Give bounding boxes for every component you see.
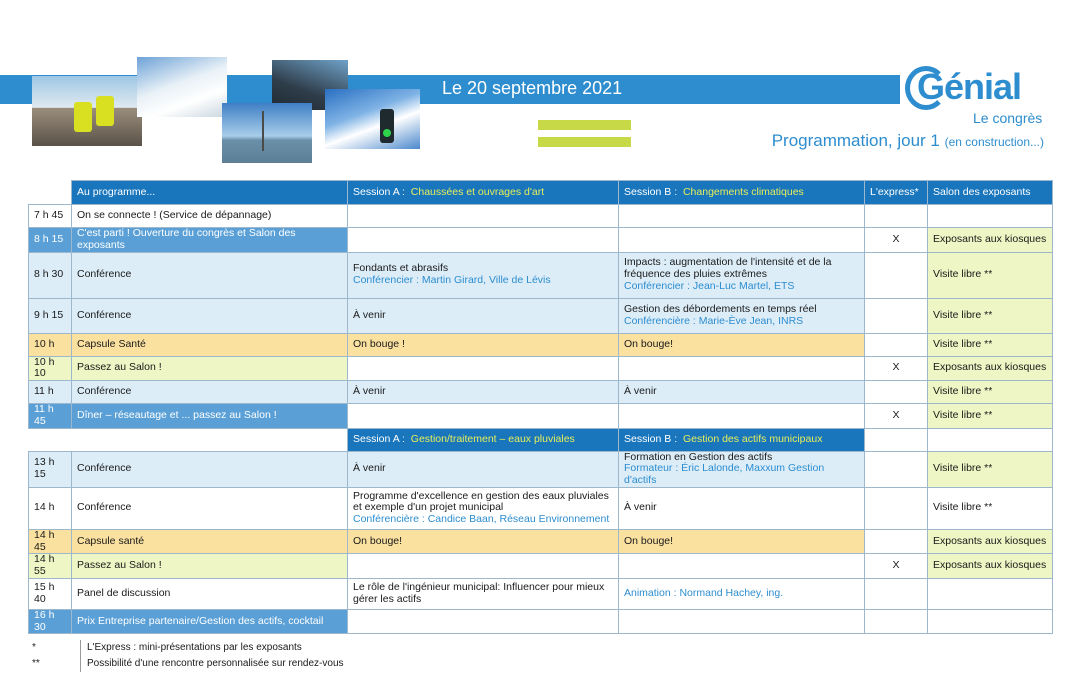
session-a-cell — [348, 451, 619, 487]
time-cell: 16 h 30 — [29, 609, 72, 634]
program-cell: Capsule Santé — [72, 333, 348, 356]
salon-cell: Visite libre ** — [928, 252, 1053, 298]
mid-header-session-b — [619, 428, 865, 451]
header-blank-cell — [29, 181, 72, 205]
accent-bar — [538, 120, 631, 130]
session-b-cell — [619, 252, 865, 298]
session-a-title: À venir — [353, 385, 386, 398]
mid-header-session-b-title: Gestion des actifs municipaux — [682, 432, 823, 445]
salon-cell — [928, 578, 1053, 609]
tree-figure — [262, 111, 264, 151]
session-a-title: À venir — [353, 462, 386, 475]
accent-bar — [538, 137, 631, 147]
photo-workers — [32, 76, 142, 146]
session-a-cell — [348, 298, 619, 333]
photo-traffic-light — [325, 89, 420, 149]
table-row — [29, 333, 1053, 356]
session-b-speaker: Animation : Normand Hachey, ing. — [624, 586, 784, 599]
express-cell — [865, 333, 928, 356]
table-row — [29, 404, 1053, 429]
salon-cell: Visite libre ** — [928, 487, 1053, 529]
session-a-cell — [348, 404, 619, 429]
header-express: L'express* — [865, 181, 928, 205]
time-cell: 7 h 45 — [29, 205, 72, 228]
session-a-cell — [348, 356, 619, 381]
session-b-title: On bouge! — [624, 337, 674, 350]
footnote-divider — [80, 640, 81, 656]
session-b-cell — [619, 404, 865, 429]
salon-cell — [928, 205, 1053, 228]
time-cell: 13 h 15 — [29, 451, 72, 487]
time-cell: 14 h — [29, 487, 72, 529]
photo-flooded-trees — [222, 103, 312, 163]
express-cell: X — [865, 228, 928, 253]
session-a-cell — [348, 381, 619, 404]
footnote — [32, 640, 344, 656]
table-row — [29, 451, 1053, 487]
express-cell — [865, 487, 928, 529]
program-cell: On se connecte ! (Service de dépannage) — [72, 205, 348, 228]
header-blank-cell — [29, 428, 72, 451]
table-row — [29, 252, 1053, 298]
session-b-speaker: Conférencier : Jean-Luc Martel, ETS — [624, 279, 795, 292]
salon-cell: Visite libre ** — [928, 381, 1053, 404]
program-title-text: Programmation, jour 1 — [771, 131, 940, 150]
time-cell: 9 h 15 — [29, 298, 72, 333]
session-a-cell — [348, 554, 619, 579]
session-b-cell — [619, 609, 865, 634]
mid-header-session-b-prefix: Session B : — [624, 432, 678, 445]
session-header-row — [29, 428, 1053, 451]
program-title — [772, 131, 1044, 151]
footnote-text: L'Express : mini-présentations par les exposants — [87, 642, 302, 653]
table-row — [29, 356, 1053, 381]
header-program: Au programme... — [72, 181, 348, 205]
express-cell — [865, 578, 928, 609]
salon-cell: Visite libre ** — [928, 298, 1053, 333]
header-session-a-title: Chaussées et ouvrages d'art — [410, 185, 545, 198]
program-cell: Dîner – réseautage et ... passez au Salon ! — [72, 404, 348, 429]
mid-header-session-a — [348, 428, 619, 451]
time-cell: 10 h 10 — [29, 356, 72, 381]
session-a-speaker: Conférencier : Martin Girard, Ville de Lévis — [353, 274, 551, 286]
session-b-cell — [619, 228, 865, 253]
mid-header-blank — [865, 428, 928, 451]
salon-cell — [928, 609, 1053, 634]
salon-cell: Visite libre ** — [928, 451, 1053, 487]
header-session-b-prefix: Session B : — [624, 185, 678, 198]
table-row — [29, 228, 1053, 253]
express-cell — [865, 381, 928, 404]
session-a-cell — [348, 228, 619, 253]
schedule-table — [28, 180, 1053, 634]
session-a-cell — [348, 333, 619, 356]
logo-subtitle: Le congrès — [973, 110, 1043, 126]
session-a-title: On bouge! — [353, 534, 403, 547]
time-cell: 10 h — [29, 333, 72, 356]
express-cell — [865, 252, 928, 298]
salon-cell: Exposants aux kiosques — [928, 529, 1053, 554]
worker-figure — [96, 96, 114, 126]
table-row — [29, 554, 1053, 579]
program-cell: C'est parti ! Ouverture du congrès et Salon des exposants — [72, 228, 348, 253]
time-cell: 14 h 45 — [29, 529, 72, 554]
mid-header-session-a-prefix: Session A : — [353, 432, 405, 445]
session-a-cell — [348, 205, 619, 228]
time-cell: 11 h 45 — [29, 404, 72, 429]
table-row — [29, 487, 1053, 529]
program-cell: Passez au Salon ! — [72, 356, 348, 381]
session-b-title: On bouge! — [624, 534, 674, 547]
traffic-light-icon — [380, 109, 394, 143]
table-row — [29, 381, 1053, 404]
footnote — [32, 656, 344, 672]
session-a-title: À venir — [353, 308, 386, 321]
program-cell: Capsule santé — [72, 529, 348, 554]
session-b-cell — [619, 554, 865, 579]
header-session-b — [619, 181, 865, 205]
salon-cell: Exposants aux kiosques — [928, 554, 1053, 579]
table-row — [29, 578, 1053, 609]
header-session-b-title: Changements climatiques — [682, 185, 804, 198]
express-cell: X — [865, 356, 928, 381]
header-session-a — [348, 181, 619, 205]
session-a-title: Fondants et abrasifs — [353, 262, 449, 275]
express-cell — [865, 609, 928, 634]
session-a-title: Programme d'excellence en gestion des eaux pluviales et exemple d'un projet municipal — [353, 489, 609, 514]
program-cell: Passez au Salon ! — [72, 554, 348, 579]
session-b-speaker: Conférencière : Marie-Ève Jean, INRS — [624, 314, 804, 327]
footnote-divider — [80, 656, 81, 672]
session-b-cell — [619, 451, 865, 487]
header-salon: Salon des exposants — [928, 181, 1053, 205]
session-b-cell — [619, 381, 865, 404]
footnote-text: Possibilité d'une rencontre personnalisée sur rendez-vous — [87, 658, 344, 669]
program-title-note: (en construction...) — [944, 135, 1044, 149]
session-a-title: Le rôle de l'ingénieur municipal: Influencer pour mieux gérer les actifs — [353, 581, 605, 605]
program-cell: Conférence — [72, 252, 348, 298]
session-a-cell — [348, 252, 619, 298]
express-cell — [865, 298, 928, 333]
session-b-cell — [619, 333, 865, 356]
genial-logo — [905, 62, 1045, 132]
session-b-cell — [619, 578, 865, 609]
time-cell: 11 h — [29, 381, 72, 404]
mid-header-blank — [928, 428, 1053, 451]
express-cell — [865, 205, 928, 228]
session-b-cell — [619, 356, 865, 381]
express-cell — [865, 529, 928, 554]
footnote-mark: * — [32, 642, 36, 653]
time-cell: 15 h 40 — [29, 578, 72, 609]
time-cell: 14 h 55 — [29, 554, 72, 579]
footnotes — [32, 640, 344, 672]
time-cell: 8 h 15 — [29, 228, 72, 253]
session-a-cell — [348, 487, 619, 529]
session-b-cell — [619, 487, 865, 529]
session-b-cell — [619, 529, 865, 554]
session-b-cell — [619, 205, 865, 228]
program-cell: Panel de discussion — [72, 578, 348, 609]
program-cell: Conférence — [72, 381, 348, 404]
program-cell: Conférence — [72, 487, 348, 529]
program-cell: Conférence — [72, 298, 348, 333]
session-a-cell — [348, 578, 619, 609]
table-row — [29, 298, 1053, 333]
header-blank-cell — [72, 428, 348, 451]
session-a-title: On bouge ! — [353, 337, 405, 350]
mid-header-session-a-title: Gestion/traitement – eaux pluviales — [410, 432, 575, 445]
session-b-title: Gestion des débordements en temps réel — [624, 302, 817, 315]
worker-figure — [74, 102, 92, 132]
session-a-speaker: Conférencière : Candice Baan, Réseau Environnement — [353, 513, 610, 526]
event-date: Le 20 septembre 2021 — [442, 78, 623, 98]
logo-text: Génial — [917, 66, 1022, 107]
salon-cell: Visite libre ** — [928, 404, 1053, 429]
table-row — [29, 529, 1053, 554]
session-b-title: Impacts : augmentation de l'intensité et de la fréquence des pluies extrêmes — [624, 256, 832, 281]
table-row — [29, 205, 1053, 228]
express-cell: X — [865, 404, 928, 429]
session-b-title: À venir — [624, 501, 657, 514]
footnote-mark: ** — [32, 658, 40, 669]
header-session-a-prefix: Session A : — [353, 185, 405, 198]
session-a-cell — [348, 609, 619, 634]
session-b-title: À venir — [624, 385, 657, 398]
session-b-title: Formation en Gestion des actifs — [624, 450, 773, 463]
salon-cell: Visite libre ** — [928, 333, 1053, 356]
table-header-row — [29, 181, 1053, 205]
salon-cell: Exposants aux kiosques — [928, 228, 1053, 253]
photo-snow-blower — [137, 57, 227, 117]
session-b-speaker: Formateur : Éric Lalonde, Maxxum Gestion d'actifs — [624, 462, 825, 486]
session-a-cell — [348, 529, 619, 554]
session-b-cell — [619, 298, 865, 333]
salon-cell: Exposants aux kiosques — [928, 356, 1053, 381]
table-row — [29, 609, 1053, 634]
time-cell: 8 h 30 — [29, 252, 72, 298]
program-cell: Conférence — [72, 451, 348, 487]
program-cell: Prix Entreprise partenaire/Gestion des actifs, cocktail — [72, 609, 348, 634]
express-cell: X — [865, 554, 928, 579]
express-cell — [865, 451, 928, 487]
